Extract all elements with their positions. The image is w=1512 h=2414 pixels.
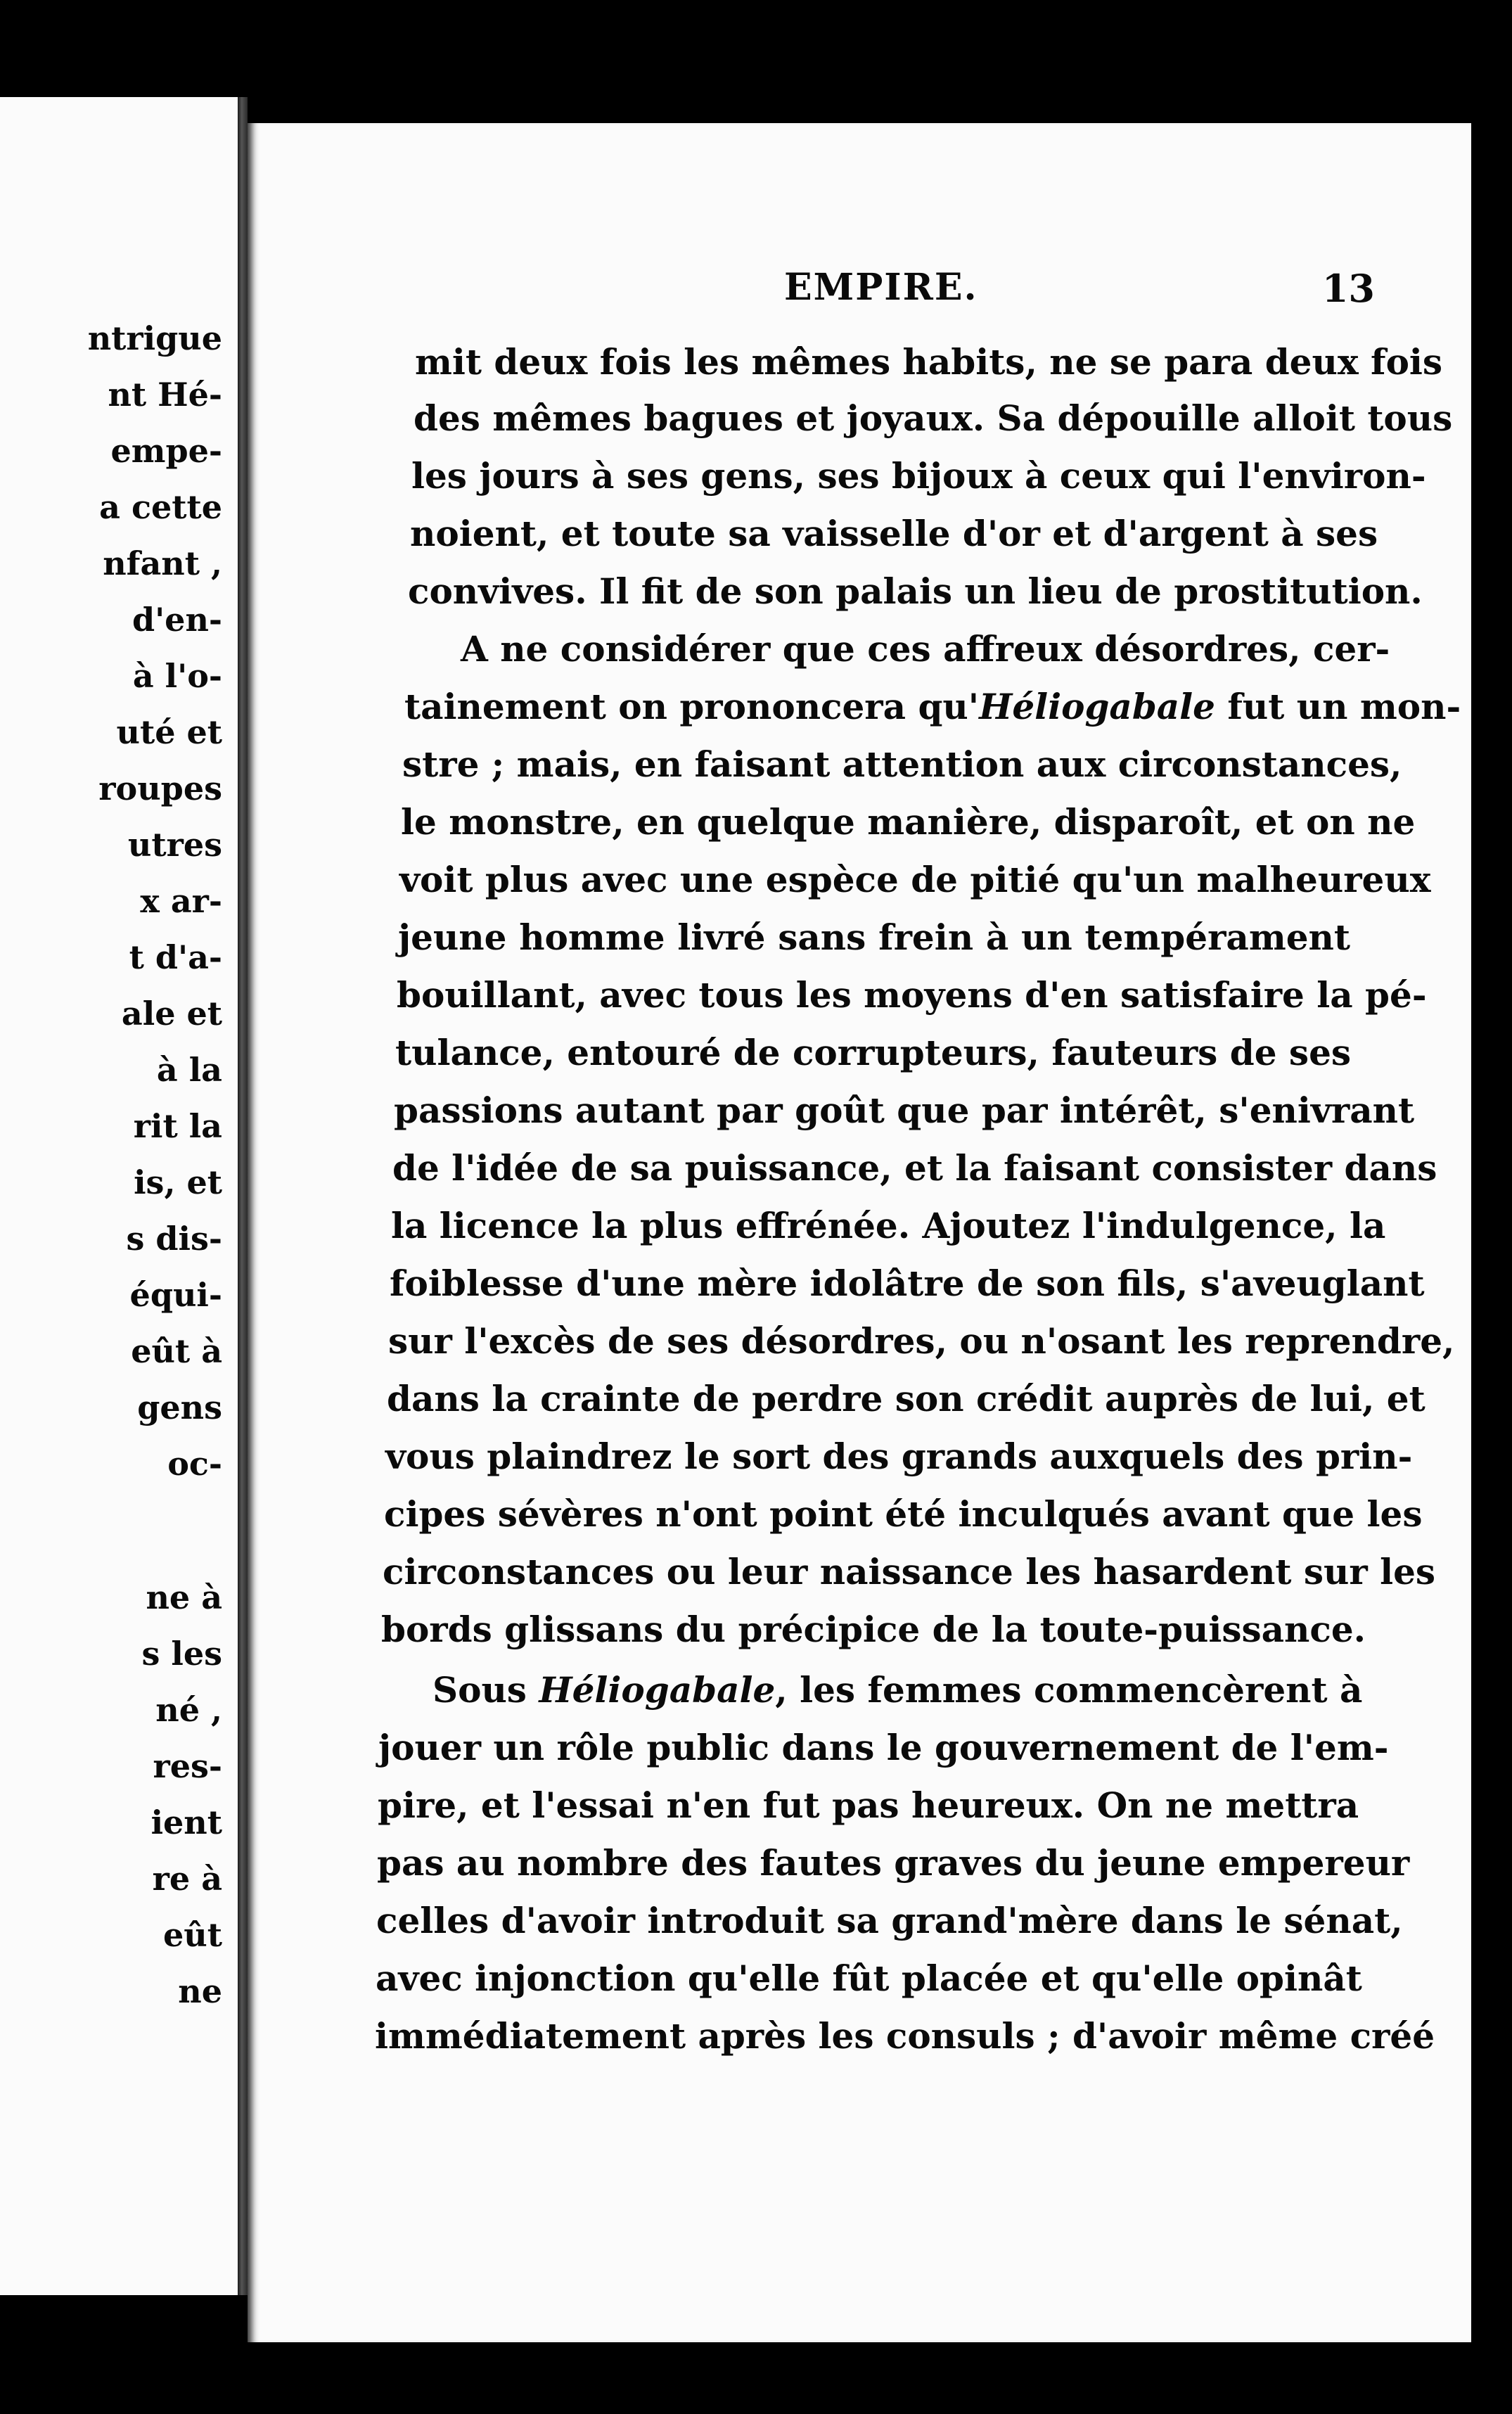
text-line: avec injonction qu'elle fût placée et qu'elle opinât	[376, 1958, 1362, 1999]
left-fragment: uté et	[116, 713, 222, 751]
left-fragment: nfant ,	[103, 544, 222, 582]
text-line: vous plaindrez le sort des grands auxquels des prin-	[385, 1436, 1413, 1477]
text-line: A ne considérer que ces affreux désordres, cer-	[461, 628, 1390, 670]
emphasis-name: Héliogabale	[979, 686, 1215, 727]
left-fragment: a cette	[99, 488, 222, 526]
left-fragment: s les	[141, 1635, 222, 1673]
text-line: bords glissans du précipice de la toute-puissance.	[381, 1609, 1366, 1650]
left-fragment: empe-	[110, 432, 222, 470]
text-line: foiblesse d'une mère idolâtre de son fils, s'aveuglant	[390, 1263, 1425, 1304]
left-fragment: utres	[127, 826, 222, 864]
left-fragment: re à	[152, 1860, 222, 1898]
text-line: tulance, entouré de corrupteurs, fauteurs de ses	[395, 1032, 1352, 1073]
emphasis-name: Héliogabale	[539, 1669, 776, 1711]
left-fragment: ntrigue	[87, 319, 222, 357]
left-fragment: res-	[153, 1747, 222, 1785]
text-line: la licence la plus effrénée. Ajoutez l'indulgence, la	[391, 1205, 1386, 1246]
text-line: cipes sévères n'ont point été inculqués avant que les	[384, 1493, 1423, 1535]
text-line: mit deux fois les mêmes habits, ne se para deux fois	[415, 341, 1443, 383]
text-line: Sous Héliogabale, les femmes commencèrent à	[433, 1669, 1363, 1711]
text-line: dans la crainte de perdre son crédit auprès de lui, et	[387, 1378, 1425, 1419]
left-fragment: d'en-	[132, 601, 222, 639]
text-line: noient, et toute sa vaisselle d'or et d'argent à ses	[410, 513, 1378, 554]
text-line: des mêmes bagues et joyaux. Sa dépouille alloit tous	[414, 397, 1453, 439]
left-fragment: t d'a-	[129, 938, 222, 976]
left-fragment: roupes	[98, 769, 222, 807]
text-line: jeune homme livré sans frein à un tempérament	[398, 917, 1350, 958]
text-line: celles d'avoir introduit sa grand'mère dans le sénat,	[376, 1900, 1403, 1941]
left-fragment: x ar-	[140, 882, 222, 920]
left-fragment: à l'o-	[132, 657, 222, 695]
text-line: bouillant, avec tous les moyens d'en satisfaire la pé-	[397, 974, 1427, 1016]
left-page	[0, 97, 238, 2295]
left-fragment: ale et	[121, 995, 222, 1033]
left-fragment: eût	[163, 1916, 222, 1954]
left-fragment: rit la	[133, 1107, 222, 1145]
text-line: sur l'excès de ses désordres, ou n'osant les reprendre,	[388, 1320, 1455, 1362]
left-fragment: ne	[178, 1972, 222, 2010]
page-number: 13	[1321, 266, 1375, 311]
left-fragment: nt Hé-	[108, 376, 222, 414]
book-gutter	[238, 97, 248, 2295]
left-fragment: s dis-	[126, 1220, 222, 1258]
running-title: EMPIRE.	[784, 266, 978, 309]
text-line: immédiatement après les consuls ; d'avoir même créé	[375, 2015, 1435, 2057]
text-line: convives. Il fit de son palais un lieu de prostitution.	[408, 570, 1423, 612]
text-line: circonstances ou leur naissance les hasardent sur les	[383, 1551, 1436, 1592]
text-line: jouer un rôle public dans le gouvernement de l'em-	[378, 1727, 1389, 1768]
text-line: le monstre, en quelque manière, disparoît, et on ne	[401, 801, 1416, 843]
text-line: les jours à ses gens, ses bijoux à ceux qui l'environ-	[411, 455, 1426, 497]
text-line: voit plus avec une espèce de pitié qu'un malheureux	[399, 859, 1431, 900]
left-fragment: ient	[150, 1803, 222, 1841]
left-fragment: ne à	[146, 1578, 222, 1616]
left-fragment: is, et	[134, 1163, 222, 1201]
text-line: tainement on prononcera qu'Héliogabale fut un mon-	[404, 686, 1461, 727]
left-fragment: équi-	[129, 1276, 222, 1314]
left-fragment: eût à	[131, 1332, 222, 1370]
text-line: pire, et l'essai n'en fut pas heureux. On ne mettra	[378, 1784, 1359, 1826]
text-line: stre ; mais, en faisant attention aux circonstances,	[402, 743, 1402, 785]
text-line: pas au nombre des fautes graves du jeune empereur	[377, 1842, 1410, 1884]
left-fragment: oc-	[167, 1445, 222, 1483]
running-head	[784, 266, 1375, 312]
left-fragment: à la	[156, 1051, 222, 1089]
left-fragment: né ,	[155, 1691, 222, 1729]
text-line: de l'idée de sa puissance, et la faisant consister dans	[392, 1147, 1437, 1189]
text-line: passions autant par goût que par intérêt, s'enivrant	[394, 1090, 1415, 1131]
left-fragment: gens	[137, 1388, 222, 1426]
